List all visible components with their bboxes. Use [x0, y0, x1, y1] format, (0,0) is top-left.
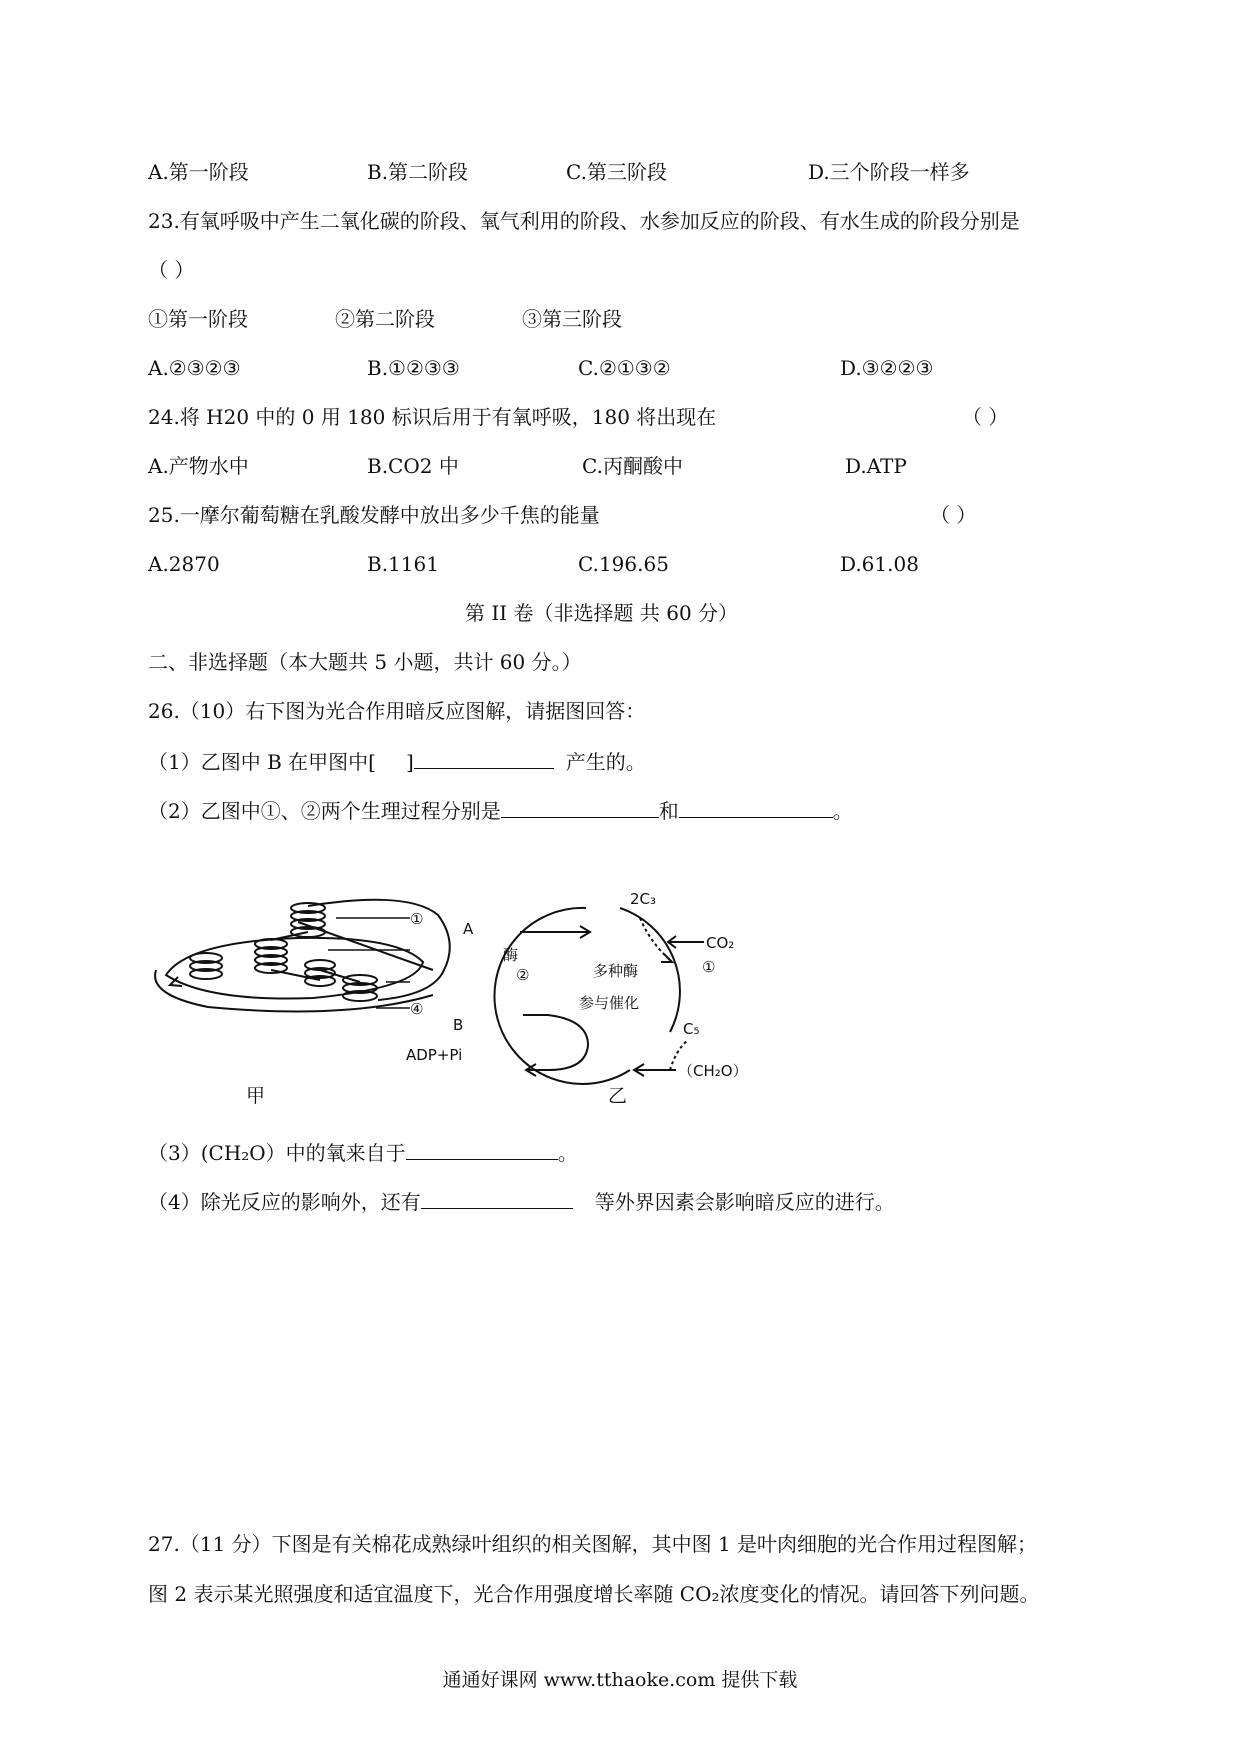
- q24-option-c: C.丙酮酸中: [582, 454, 683, 478]
- photosynthesis-dark-reaction-figure: [148, 870, 808, 1120]
- q26-sub3-blank[interactable]: [406, 1137, 558, 1160]
- label-co2: CO₂: [706, 934, 735, 952]
- label-multi-enzyme: 多种酶: [593, 962, 639, 980]
- q26-sub1-text-c: 产生的。: [565, 750, 646, 774]
- q26-sub4-text-b: 等外界因素会影响暗反应的进行。: [594, 1190, 895, 1214]
- q24-option-d: D.ATP: [845, 454, 907, 478]
- label-a: A: [463, 920, 474, 938]
- q23-option-c: C.②①③②: [578, 356, 671, 380]
- q26-sub4-text-a: （4）除光反应的影响外，还有: [148, 1190, 421, 1214]
- dotted-arrow-1: [640, 918, 670, 960]
- arrow-adp-out: [523, 1015, 588, 1070]
- q22-option-a: A.第一阶段: [148, 160, 249, 184]
- q24-stem: 24.将 H20 中的 0 用 180 标识后用于有氧呼吸，180 将出现在: [148, 405, 717, 429]
- q26-sub4-blank[interactable]: [421, 1186, 573, 1209]
- label-catalysis: 参与催化: [579, 994, 640, 1012]
- section-title: 第 II 卷（非选择题 共 60 分）: [465, 601, 739, 625]
- q23-item-2: ②第二阶段: [335, 307, 435, 331]
- label-ch2o: （CH₂O）: [678, 1062, 748, 1080]
- section-heading: 二、非选择题（本大题共 5 小题，共计 60 分。）: [148, 650, 582, 674]
- q23-option-d: D.③②②③: [840, 356, 934, 380]
- q24-option-a: A.产物水中: [148, 454, 249, 478]
- q25-option-c: C.196.65: [578, 552, 669, 576]
- label-1b: ①: [702, 958, 716, 976]
- q26-stem: 26.（10）右下图为光合作用暗反应图解，请据图回答：: [148, 699, 646, 723]
- label-2c3: 2C₃: [630, 890, 657, 908]
- q26-sub3-text-a: （3）(CH₂O）中的氧来自于: [148, 1141, 406, 1165]
- q23-bracket: （ ）: [148, 258, 195, 282]
- label-b: B: [453, 1016, 464, 1034]
- q26-sub1: [148, 746, 646, 776]
- q23-option-a: A.②③②③: [148, 356, 241, 380]
- q25-stem: 25.一摩尔葡萄糖在乳酸发酵中放出多少千焦的能量: [148, 503, 600, 527]
- q26-sub3: [148, 1137, 578, 1167]
- q26-sub2: [148, 795, 853, 825]
- q23-item-1: ①第一阶段: [148, 307, 248, 331]
- q26-sub2-blank-1[interactable]: [501, 795, 659, 818]
- caption-yi: 乙: [608, 1085, 628, 1107]
- thylakoid-stack-2: [255, 939, 287, 973]
- q24-bracket: （ ）: [962, 405, 1009, 429]
- q26-sub2-text-a: （2）乙图中①、②两个生理过程分别是: [148, 799, 501, 823]
- thylakoid-stack-1: [291, 903, 325, 937]
- q22-option-b: B.第二阶段: [367, 160, 469, 184]
- q26-sub2-blank-2[interactable]: [679, 795, 833, 818]
- label-1: ①: [410, 910, 424, 928]
- q22-option-c: C.第三阶段: [566, 160, 667, 184]
- q26-sub4: [148, 1186, 895, 1216]
- q26-sub2-text-b: 和: [658, 799, 679, 823]
- label-enzyme: 酶: [503, 946, 519, 964]
- q26-sub1-text-b: ]: [405, 750, 414, 774]
- q27-line-1: 27.（11 分）下图是有关棉花成熟绿叶组织的相关图解，其中图 1 是叶肉细胞的光合作用过程图解；: [148, 1532, 1038, 1556]
- label-c5: C₅: [683, 1020, 700, 1038]
- q23-stem: 23.有氧呼吸中产生二氧化碳的阶段、氧气利用的阶段、水参加反应的阶段、有水生成的阶段分别是: [148, 209, 1020, 233]
- q26-sub3-text-b: 。: [557, 1141, 578, 1165]
- label-4: ④: [410, 1000, 424, 1018]
- q24-option-b: B.CO2 中: [367, 454, 459, 478]
- footer-credit: 通通好课网 www.tthaoke.com 提供下载: [442, 1669, 798, 1691]
- q27-line-2: 图 2 表示某光照强度和适宜温度下，光合作用强度增长率随 CO₂浓度变化的情况。请回答下列问题。: [148, 1582, 1040, 1606]
- q23-option-b: B.①②③③: [367, 356, 460, 380]
- q25-bracket: （ ）: [930, 503, 977, 527]
- q26-sub1-text-a: （1）乙图中 B 在甲图中[: [148, 750, 376, 774]
- q26-sub1-blank[interactable]: [414, 746, 554, 769]
- label-adp-pi: ADP+Pi: [406, 1046, 463, 1064]
- q23-item-3: ③第三阶段: [522, 307, 622, 331]
- q25-option-a: A.2870: [148, 552, 220, 576]
- q26-sub2-text-c: 。: [832, 799, 853, 823]
- chloroplast-diagram: [155, 900, 450, 1012]
- q25-option-d: D.61.08: [840, 552, 919, 576]
- thylakoid-stack-3: [190, 953, 222, 979]
- q25-option-b: B.1161: [367, 552, 439, 576]
- q22-option-d: D.三个阶段一样多: [808, 160, 970, 184]
- label-2: ②: [516, 966, 530, 984]
- caption-jia: 甲: [246, 1085, 266, 1107]
